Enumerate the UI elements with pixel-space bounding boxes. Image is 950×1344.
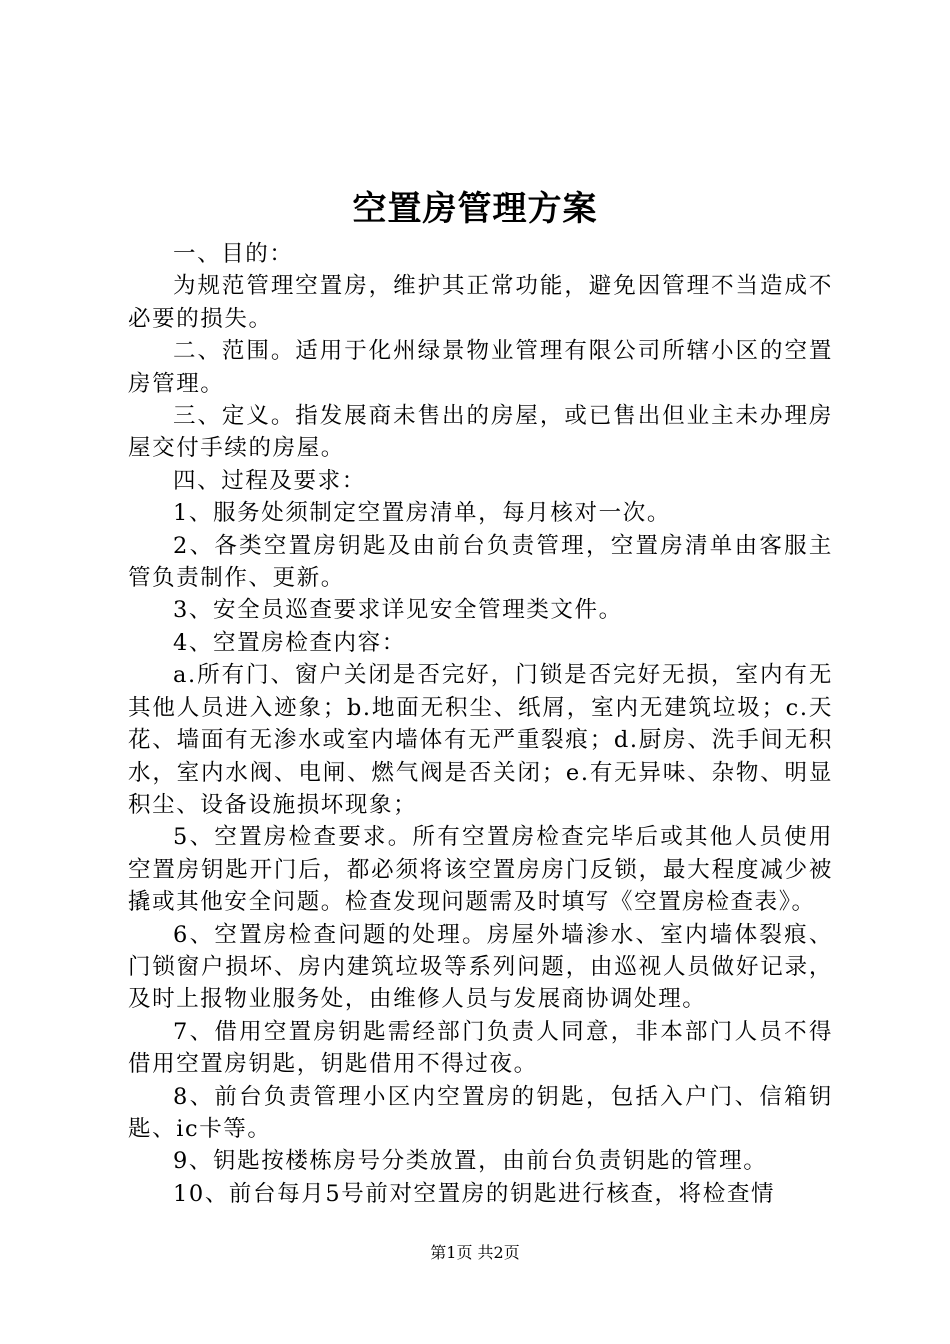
section-process-heading: 四、过程及要求：	[173, 467, 366, 494]
section-definition: 三、定义。指发展商未售出的房屋，或已售出但业主未办理房屋交付手续的房屋。	[128, 403, 833, 462]
section-scope: 二、范围。适用于化州绿景物业管理有限公司所辖小区的空置房管理。	[128, 338, 833, 397]
page-footer: 第1页 共2页	[430, 1243, 520, 1262]
process-item-2: 2、各类空置房钥匙及由前台负责管理，空置房清单由客服主管负责制作、更新。	[128, 532, 833, 592]
process-item-1: 1、服务处须制定空置房清单，每月核对一次。	[173, 500, 671, 527]
process-item-4: 4、空置房检查内容：	[173, 629, 406, 656]
process-item-8: 8、前台负责管理小区内空置房的钥匙，包括入户门、信箱钥匙、ic卡等。	[128, 1083, 833, 1142]
document-title: 空置房管理方案	[352, 189, 598, 229]
process-item-9: 9、钥匙按楼栋房号分类放置，由前台负责钥匙的管理。	[173, 1148, 768, 1175]
process-item-10: 10、前台每月5号前对空置房的钥匙进行核查，将检查情	[173, 1180, 776, 1207]
process-item-6: 6、空置房检查问题的处理。房屋外墙渗水、室内墙体裂痕、门锁窗户损坏、房内建筑垃圾等系列问题，由巡视人员做好记录，及时上报物业服务处，由维修人员与发展商协调处理。	[128, 921, 833, 1013]
section-purpose-text: 为规范管理空置房，维护其正常功能，避免因管理不当造成不必要的损失。	[128, 273, 833, 332]
process-item-4-details: a.所有门、窗户关闭是否完好，门锁是否完好无损，室内有无其他人员进入迹象；b.地面无积尘、纸屑，室内无建筑垃圾；c.天花、墙面有无渗水或室内墙体有无严重裂痕；d.厨房、洗手间无积水，室内水阀、电闸、燃气阀是否关闭；e.有无异味、杂物、明显积尘、设备设施损坏现象；	[128, 662, 833, 818]
section-purpose-heading: 一、目的：	[173, 241, 294, 267]
process-item-5: 5、空置房检查要求。所有空置房检查完毕后或其他人员使用空置房钥匙开门后，都必须将该空置房房门反锁，最大程度减少被撬或其他安全问题。检查发现问题需及时填写《空置房检查表》。	[128, 824, 833, 916]
process-item-7: 7、借用空置房钥匙需经部门负责人同意，非本部门人员不得借用空置房钥匙，钥匙借用不得过夜。	[128, 1018, 833, 1078]
process-item-3: 3、安全员巡查要求详见安全管理类文件。	[173, 597, 623, 624]
document-body	[128, 238, 833, 1210]
